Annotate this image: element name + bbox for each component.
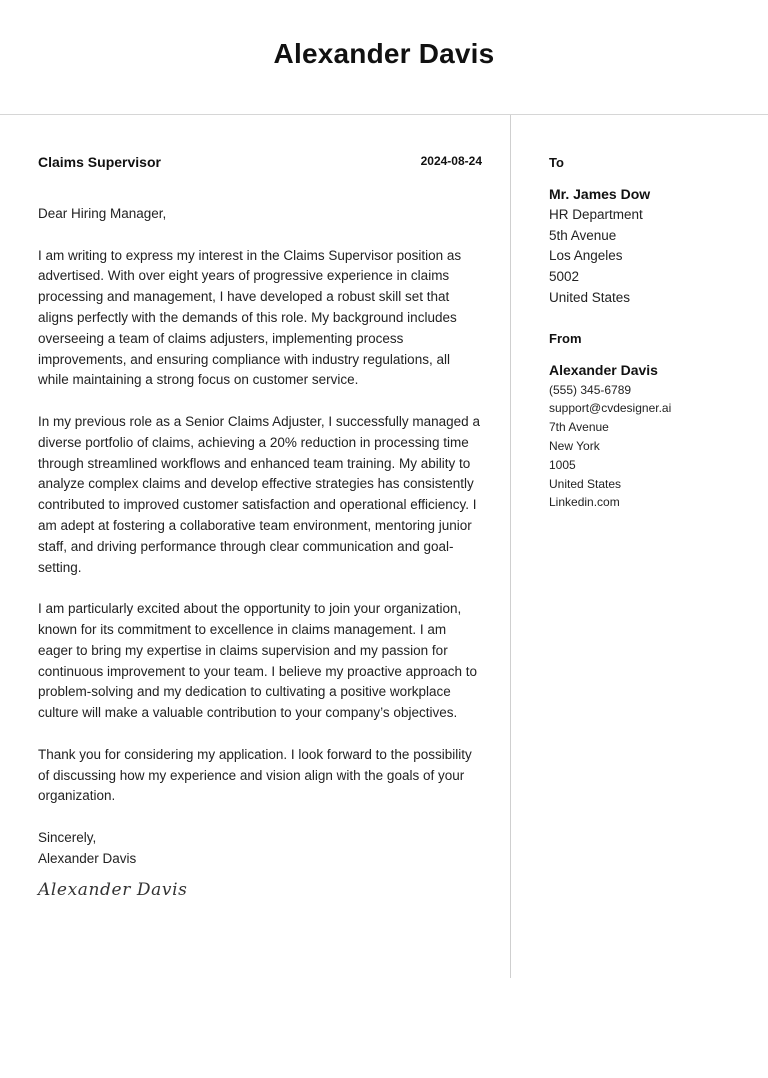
paragraph-2: In my previous role as a Senior Claims Adjuster, I successfully managed a diverse portfolio of claims, achieving a 20% reduction in processing time through streamlined workflows and enhanced team training. My ability to analyze complex claims and develop effective strategies has consistently contributed to improved customer satisfaction and operational efficiency. I am adept at fostering a collaborative team environment, mentoring junior staff, and driving performance through clear communication and goal-setting. bbox=[38, 413, 480, 575]
column-divider bbox=[510, 115, 511, 978]
handwritten-signature: Alexander Davis bbox=[38, 879, 188, 900]
recipient-department: HR Department bbox=[549, 206, 643, 222]
sender-zip: 1005 bbox=[549, 457, 576, 472]
to-heading: To bbox=[549, 155, 564, 170]
closing-name: Alexander Davis bbox=[38, 850, 137, 866]
recipient-name: Mr. James Dow bbox=[549, 186, 651, 202]
paragraph-4: Thank you for considering my application. I look forward to the possibility of discussing how my experience and vision align with the goals of your organization. bbox=[38, 746, 472, 804]
recipient-zip: 5002 bbox=[549, 269, 580, 285]
from-heading: From bbox=[549, 330, 582, 346]
paragraph-1: I am writing to express my interest in the Claims Supervisor position as advertised. With over eight years of progressive experience in claims processing and management, I have developed a robust skill set that aligns perfectly with the demands of this role. My background includes overseeing a team of claims adjusters, implementing process improvements, and ensuring compliance with industry regulations, all while maintaining a strong focus on customer service. bbox=[38, 247, 462, 388]
paragraph-3: I am particularly excited about the opportunity to join your organization, known for its commitment to excellence in claims management. I am eager to bring my expertise in claims supervision and my passion for continuous improvement to your team. I believe my proactive approach to problem-solving and my dedication to cultivating a positive workplace culture will make a valuable contribution to your company’s objectives. bbox=[38, 601, 477, 721]
address-sidebar bbox=[549, 155, 749, 512]
sender-linkedin: Linkedin.com bbox=[549, 495, 620, 510]
sender-email: support@cvdesigner.ai bbox=[549, 401, 672, 416]
sender-city: New York bbox=[549, 438, 600, 453]
sender-phone: (555) 345-6789 bbox=[549, 382, 632, 397]
letter-topline bbox=[38, 150, 482, 174]
closing-block bbox=[38, 828, 482, 870]
greeting: Dear Hiring Manager, bbox=[38, 206, 167, 221]
sender-country: United States bbox=[549, 476, 622, 491]
recipient-country: United States bbox=[549, 289, 631, 305]
applicant-name-title: Alexander Davis bbox=[273, 38, 495, 69]
job-title: Claims Supervisor bbox=[38, 154, 161, 170]
recipient-city: Los Angeles bbox=[549, 248, 623, 264]
sender-name: Alexander Davis bbox=[549, 361, 658, 378]
sender-street: 7th Avenue bbox=[549, 420, 609, 435]
letter-header bbox=[0, 0, 768, 115]
recipient-street: 5th Avenue bbox=[549, 227, 617, 243]
letter-body bbox=[38, 150, 482, 900]
letter-date: 2024-08-24 bbox=[420, 154, 482, 168]
closing-salutation: Sincerely, bbox=[38, 829, 97, 845]
